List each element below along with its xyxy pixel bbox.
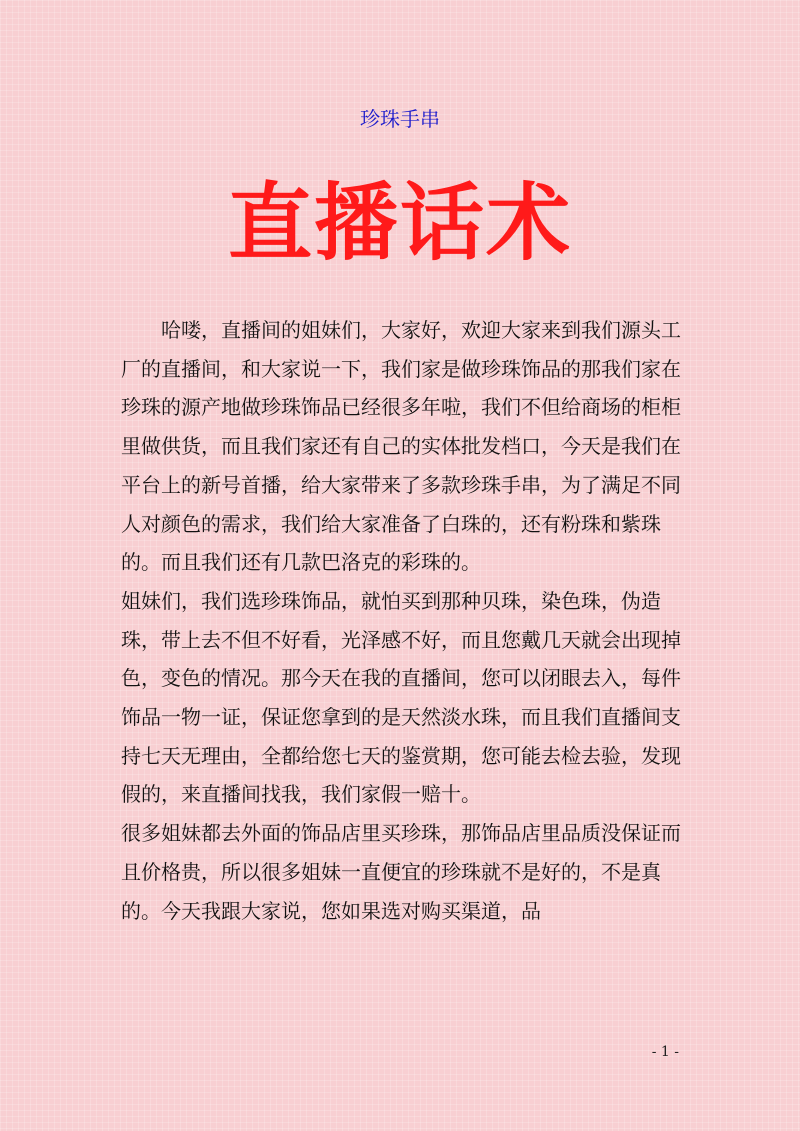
paragraph: 姐妹们，我们选珍珠饰品，就怕买到那种贝珠，染色珠，伪造珠，带上去不但不好看，光泽感不好，而且您戴几天就会出现掉色，变色的情况。那今天在我的直播间，您可以闭眼去入，每件饰品一物一证，保证您拿到的是天然淡水珠，而且我们直播间支持七天无理由，全都给您七天的鉴赏期，您可能去检去验，发现假的，来直播间找我，我们家假一赔十。 bbox=[121, 588, 681, 807]
page-number: - 1 - bbox=[651, 1044, 679, 1060]
document-title: 直播话术 bbox=[227, 174, 572, 272]
paragraph: 很多姐妹都去外面的饰品店里买珍珠，那饰品店里品质没保证而且价格贵，所以很多姐妹一直便宜的珍珠就不是好的，不是真的。今天我跟大家说，您如果选对购买渠道，品 bbox=[121, 821, 681, 923]
document-subtitle: 珍珠手串 bbox=[360, 107, 440, 131]
document-body bbox=[121, 311, 691, 930]
paragraph: 哈喽，直播间的姐妹们，大家好，欢迎大家来到我们源头工厂的直播间，和大家说一下，我们家是做珍珠饰品的那我们家在珍珠的源产地做珍珠饰品已经很多年啦，我们不但给商场的柜柜里做供货，而且我们家还有自己的实体批发档口，今天是我们在平台上的新号首播，给大家带来了多款珍珠手串，为了满足不同人对颜色的需求，我们给大家准备了白珠的，还有粉珠和紫珠的。而且我们还有几款巴洛克的彩珠的。 bbox=[121, 318, 681, 575]
